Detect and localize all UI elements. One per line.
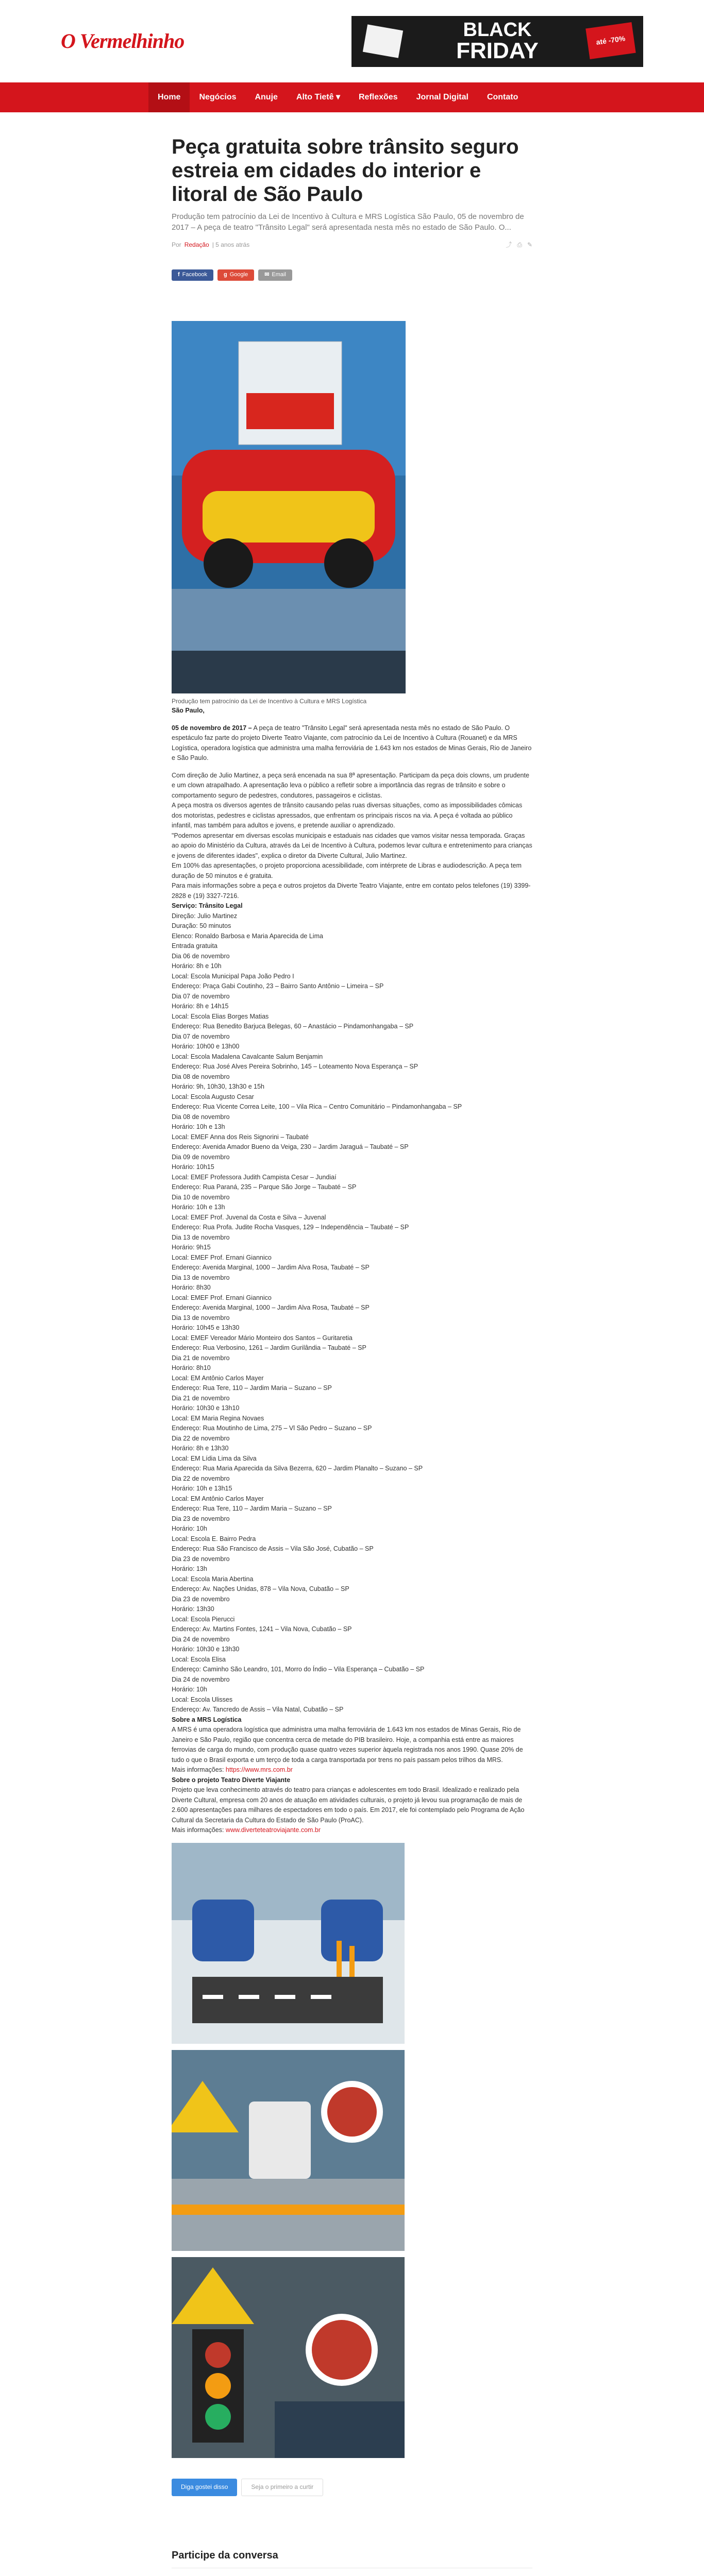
service-line: Dia 22 de novembro: [172, 1475, 230, 1482]
about-mrs: A MRS é uma operadora logística que administra uma malha ferroviária de 1.643 km nos estados de Minas Gerais, Rio de Janeiro e São Paulo, região que concentra cerca de metade do PIB brasileiro. Hoje, a companhia está entre as maiores ferrovias de carga do mundo, com produção quase quatro vezes superior àquela registrada nos anos 1990. Quase 20% de tudo o que o Brasil exporta e um terço de toda a carga transportada por trens no país passam pelos trilhos da MRS.: [172, 1726, 523, 1764]
service-line: Dia 21 de novembro: [172, 1394, 230, 1402]
service-line: Local: Escola Maria Abertina: [172, 1575, 254, 1583]
service-line: Horário: 10h30 e 13h30: [172, 1646, 240, 1653]
share-icon[interactable]: ⤴: [506, 241, 512, 248]
like-bar: [172, 2479, 532, 2496]
service-line: Horário: 8h e 13h30: [172, 1445, 229, 1452]
service-line: Horário: 8h e 10h: [172, 962, 222, 970]
article-date: | 5 anos atrás: [212, 241, 250, 248]
service-line: Endereço: Avenida Marginal, 1000 – Jardim Alva Rosa, Taubaté – SP: [172, 1264, 370, 1272]
service-line: Dia 07 de novembro: [172, 1032, 230, 1040]
service-line: Local: Escola Elias Borges Matias: [172, 1012, 269, 1020]
photo-illustration: [172, 321, 406, 693]
gallery-image-2-illustration: [172, 2050, 405, 2251]
paragraph-3: A peça mostra os diversos agentes de trânsito causando pelas ruas diversas situações, como as impossibilidades cômicas dos motoristas, pedestres e ciclistas apressados, que enfrentam os principais riscos na via. A peça é voltada ao público infantil, mas também para adultos e jovens, e pretende auxiliar o aprendizado.: [172, 802, 523, 829]
service-line: Local: EMEF Vereador Mário Monteiro dos Santos – Guritaretia: [172, 1334, 353, 1342]
site-header: [0, 0, 704, 82]
service-line: Dia 24 de novembro: [172, 1675, 230, 1683]
diverte-link[interactable]: www.diverteteatroviajante.com.br: [225, 1826, 321, 1834]
print-icon[interactable]: ⎙: [517, 241, 522, 248]
service-line: Dia 23 de novembro: [172, 1515, 230, 1522]
like-count: Seja o primeiro a curtir: [241, 2479, 323, 2496]
service-line: Dia 13 de novembro: [172, 1233, 230, 1241]
service-line: Local: Escola Augusto Cesar: [172, 1093, 254, 1100]
service-line: Local: EM Antônio Carlos Mayer: [172, 1495, 264, 1502]
service-line: Local: EMEF Prof. Ernani Giannico: [172, 1294, 272, 1301]
gallery-image-3-illustration: [172, 2257, 405, 2458]
service-line: Local: Escola Madalena Cavalcante Salum Benjamin: [172, 1053, 323, 1060]
service-line: Endereço: Rua José Alves Pereira Sobrinho, 145 – Loteamento Nova Esperança – SP: [172, 1063, 418, 1071]
nav-item-negocios[interactable]: Negócios: [199, 92, 237, 101]
service-line: Dia 09 de novembro: [172, 1153, 230, 1161]
gallery-image-1-illustration: [172, 1843, 405, 2044]
service-line: Entrada gratuita: [172, 942, 217, 950]
service-line: Dia 23 de novembro: [172, 1555, 230, 1563]
service-line: Dia 24 de novembro: [172, 1635, 230, 1643]
service-line: Local: Escola Elisa: [172, 1655, 226, 1663]
service-line: Endereço: Avenida Amador Bueno da Veiga, 230 – Jardim Jaraguá – Taubaté – SP: [172, 1143, 409, 1151]
share-facebook-label: Facebook: [182, 272, 207, 278]
by-label: Por: [172, 241, 181, 248]
service-line: Endereço: Rua Moutinho de Lima, 275 – Vl São Pedro – Suzano – SP: [172, 1425, 372, 1432]
article-meta: [172, 240, 532, 250]
service-line: Endereço: Rua Paraná, 235 – Parque São Jorge – Taubaté – SP: [172, 1183, 357, 1191]
about-diverte-title: Sobre o projeto Teatro Diverte Viajante: [172, 1776, 291, 1784]
p1-date: 05 de novembro de 2017 –: [172, 724, 252, 732]
nav-item-jornal-digital[interactable]: Jornal Digital: [416, 92, 468, 101]
service-line: Horário: 9h15: [172, 1244, 211, 1251]
article: [172, 135, 532, 2576]
paragraph-1: A peça de teatro "Trânsito Legal" será apresentada nesta mês no estado de São Paulo. O espetáculo faz parte do projeto Diverte Teatro Viajante, com patrocínio da Lei de Incentivo à Cultura (Rouanet) e da MRS Logística, operadora logística que administra uma malha ferroviária de 1.643 km nos estados de Minas Gerais, Rio de Janeiro e São Paulo.: [172, 724, 532, 762]
service-line: Dia 23 de novembro: [172, 1595, 230, 1603]
service-line: Horário: 8h e 14h15: [172, 1003, 229, 1010]
service-line: Horário: 8h30: [172, 1284, 211, 1292]
service-line: Duração: 50 minutos: [172, 922, 231, 930]
banner-headline: [456, 20, 539, 62]
service-line: Horário: 10h15: [172, 1163, 214, 1171]
nav-item-alto-tiete[interactable]: Alto Tietê ▾: [296, 92, 340, 101]
service-line: Horário: 10h45 e 13h30: [172, 1324, 240, 1332]
service-line: Horário: 13h: [172, 1565, 207, 1573]
services-title: Serviço: Trânsito Legal: [172, 902, 243, 910]
services-list: [172, 911, 532, 1715]
share-google-button[interactable]: [217, 269, 254, 281]
paragraph-6: Para mais informações sobre a peça e outros projetos da Diverte Teatro Viajante, entre em contato pelos telefones (19) 3399-2828 e (19) 3327-7216.: [172, 882, 531, 900]
service-line: Horário: 9h, 10h30, 13h30 e 15h: [172, 1083, 264, 1091]
banner-text-1: BLACK: [463, 19, 532, 41]
service-line: Endereço: Rua Maria Aparecida da Silva Bezerra, 620 – Jardim Planalto – Suzano – SP: [172, 1465, 423, 1472]
service-line: Dia 13 de novembro: [172, 1314, 230, 1321]
service-line: Dia 08 de novembro: [172, 1073, 230, 1080]
service-line: Local: Escola Municipal Papa João Pedro I: [172, 972, 294, 980]
service-line: Horário: 10h30 e 13h10: [172, 1404, 240, 1412]
service-line: Local: Escola Ulisses: [172, 1696, 233, 1703]
comments-title: Participe da conversa: [172, 2548, 532, 2568]
service-line: Local: EM Maria Regina Novaes: [172, 1414, 264, 1422]
main-nav: [0, 82, 704, 112]
article-main-photo: [172, 321, 406, 693]
gallery-image-2: [172, 2050, 405, 2251]
service-line: Endereço: Rua São Francisco de Assis – Vila São José, Cubatão – SP: [172, 1545, 374, 1553]
service-line: Dia 07 de novembro: [172, 992, 230, 1000]
share-google-label: Google: [229, 272, 248, 278]
service-line: Dia 22 de novembro: [172, 1434, 230, 1442]
gallery-image-3: [172, 2257, 405, 2458]
share-email-label: Email: [272, 272, 286, 278]
service-line: Endereço: Av. Tancredo de Assis – Vila Natal, Cubatão – SP: [172, 1706, 344, 1714]
service-line: Horário: 10h e 13h15: [172, 1485, 232, 1493]
service-line: Local: Escola E. Bairro Pedra: [172, 1535, 256, 1543]
service-line: Horário: 10h: [172, 1525, 207, 1533]
service-line: Dia 08 de novembro: [172, 1113, 230, 1121]
meta-icons: [506, 240, 532, 250]
mrs-link[interactable]: https://www.mrs.com.br: [225, 1766, 293, 1774]
gallery-image-1: [172, 1843, 405, 2044]
service-line: Local: EM Antônio Carlos Mayer: [172, 1374, 264, 1382]
banner-text-2: FRIDAY: [456, 38, 539, 63]
ad-banner[interactable]: [351, 16, 643, 67]
service-line: Endereço: Rua Tere, 110 – Jardim Maria – Suzano – SP: [172, 1384, 332, 1392]
about-mrs-title: Sobre a MRS Logística: [172, 1716, 242, 1723]
service-line: Horário: 10h e 13h: [172, 1204, 225, 1211]
article-body: [172, 706, 532, 1836]
nav-item-reflexoes[interactable]: Reflexões: [359, 92, 398, 101]
service-line: Endereço: Rua Vicente Correa Leite, 100 – Vila Rica – Centro Comunitário – Pindamonhangaba – SP: [172, 1103, 462, 1111]
service-line: Dia 13 de novembro: [172, 1274, 230, 1281]
service-line: Horário: 8h10: [172, 1364, 211, 1372]
paragraph-2: Com direção de Julio Martinez, a peça será encenada na sua 8ª apresentação. Participam da peça dois clowns, um prudente e um clown atrapalhado. A apresentação leva o público a refletir sobre a importância das regras de trânsito e sobre o comportamento seguro de pedestres, condutores, passageiros e ciclistas.: [172, 771, 529, 799]
article-title: Peça gratuita sobre trânsito seguro estreia em cidades do interior e litoral de São Paulo: [172, 135, 519, 206]
service-line: Dia 10 de novembro: [172, 1193, 230, 1201]
email-icon: ✉: [264, 272, 270, 278]
nav-item-anuje[interactable]: Anuje: [255, 92, 278, 101]
service-line: Local: EM Lídia Lima da Silva: [172, 1454, 257, 1462]
service-line: Endereço: Praça Gabi Coutinho, 23 – Bairro Santo Antônio – Limeira – SP: [172, 982, 384, 990]
nav-item-contato[interactable]: Contato: [487, 92, 518, 101]
service-line: Local: EMEF Professora Judith Campista Cesar – Jundiaí: [172, 1173, 337, 1181]
dateline: São Paulo,: [172, 707, 205, 715]
service-line: Endereço: Rua Profa. Judite Rocha Vasques, 129 – Independência – Taubaté – SP: [172, 1224, 409, 1231]
service-line: Local: Escola Pierucci: [172, 1615, 235, 1623]
site-logo[interactable]: O Vermelhinho: [61, 29, 185, 53]
service-line: Endereço: Rua Verbosino, 1261 – Jardim Gurilândia – Taubaté – SP: [172, 1344, 366, 1352]
service-line: Horário: 13h30: [172, 1605, 214, 1613]
about-diverte: Projeto que leva conhecimento através do teatro para crianças e adolescentes em todo Brasil. Idealizado e realizado pela Diverte Cultural, empresa com 20 anos de atuação em atividades culturais, o projeto já levou sua programação de mais de 2.600 apresentações para milhares de espectadores em todo o país. Em 2017, ele foi contemplado pelo Programa de Ação Cultural da Secretaria da Cultura do Estado de São Paulo (ProAC).: [172, 1786, 525, 1824]
like-button[interactable]: Diga gostei disso: [172, 2479, 237, 2496]
photo-caption: Produção tem patrocínio da Lei de Incentivo à Cultura e MRS Logística: [172, 697, 367, 705]
service-line: Endereço: Av. Martins Fontes, 1241 – Vila Nova, Cubatão – SP: [172, 1625, 352, 1633]
banner-decor: [363, 24, 403, 58]
service-line: Elenco: Ronaldo Barbosa e Maria Aparecida de Lima: [172, 932, 323, 940]
share-buttons: [172, 269, 532, 281]
share-email-button[interactable]: [258, 269, 292, 281]
service-line: Endereço: Rua Benedito Barjuca Belegas, 60 – Anastácio – Pindamonhangaba – SP: [172, 1023, 414, 1030]
service-line: Horário: 10h e 13h: [172, 1123, 225, 1131]
service-line: Local: EMEF Anna dos Reis Signorini – Taubaté: [172, 1133, 309, 1141]
author-link[interactable]: Redação: [184, 241, 209, 248]
banner-tag: até -70%: [585, 22, 635, 59]
about-diverte-link-prefix: Mais informações:: [172, 1826, 224, 1834]
service-line: Endereço: Rua Tere, 110 – Jardim Maria – Suzano – SP: [172, 1505, 332, 1513]
service-line: Local: EMEF Prof. Juvenal da Costa e Silva – Juvenal: [172, 1213, 326, 1221]
service-line: Horário: 10h00 e 13h00: [172, 1043, 240, 1050]
service-line: Endereço: Caminho São Leandro, 101, Morro do Índio – Vila Esperança – Cubatão – SP: [172, 1666, 425, 1673]
service-line: Dia 21 de novembro: [172, 1354, 230, 1362]
nav-item-home[interactable]: Home: [148, 82, 190, 112]
comment-icon[interactable]: ✎: [527, 241, 532, 248]
google-icon: g: [223, 272, 227, 278]
paragraph-5: Em 100% das apresentações, o projeto proporciona acessibilidade, com intérprete de Libras e audiodescrição. A peça tem duração de 50 minutos e é gratuita.: [172, 862, 522, 879]
paragraph-4: "Podemos apresentar em diversas escolas municipais e estaduais nas cidades que vamos visitar nessa temporada. Graças ao apoio do Ministério da Cultura, através da Lei de Incentivo à Cultura, podemos levar cultura e entretenimento para crianças e jovens de diferentes idades", explica o diretor da Diverte Cultural, Julio Martinez.: [172, 832, 532, 859]
service-line: Endereço: Av. Nações Unidas, 878 – Vila Nova, Cubatão – SP: [172, 1585, 349, 1593]
service-line: Dia 06 de novembro: [172, 952, 230, 960]
service-line: Direção: Julio Martinez: [172, 912, 238, 920]
article-subtitle: Produção tem patrocínio da Lei de Incentivo à Cultura e MRS Logística São Paulo, 05 de novembro de 2017 – A peça de teatro "Trânsito Legal" será apresentada nesta mês no estado de São Paulo. O...: [172, 212, 524, 232]
share-facebook-button[interactable]: [172, 269, 213, 281]
service-line: Local: EMEF Prof. Ernani Giannico: [172, 1253, 272, 1261]
facebook-icon: f: [178, 272, 180, 278]
service-line: Horário: 10h: [172, 1686, 207, 1693]
about-mrs-link-prefix: Mais informações:: [172, 1766, 224, 1774]
service-line: Endereço: Avenida Marginal, 1000 – Jardim Alva Rosa, Taubaté – SP: [172, 1304, 370, 1312]
